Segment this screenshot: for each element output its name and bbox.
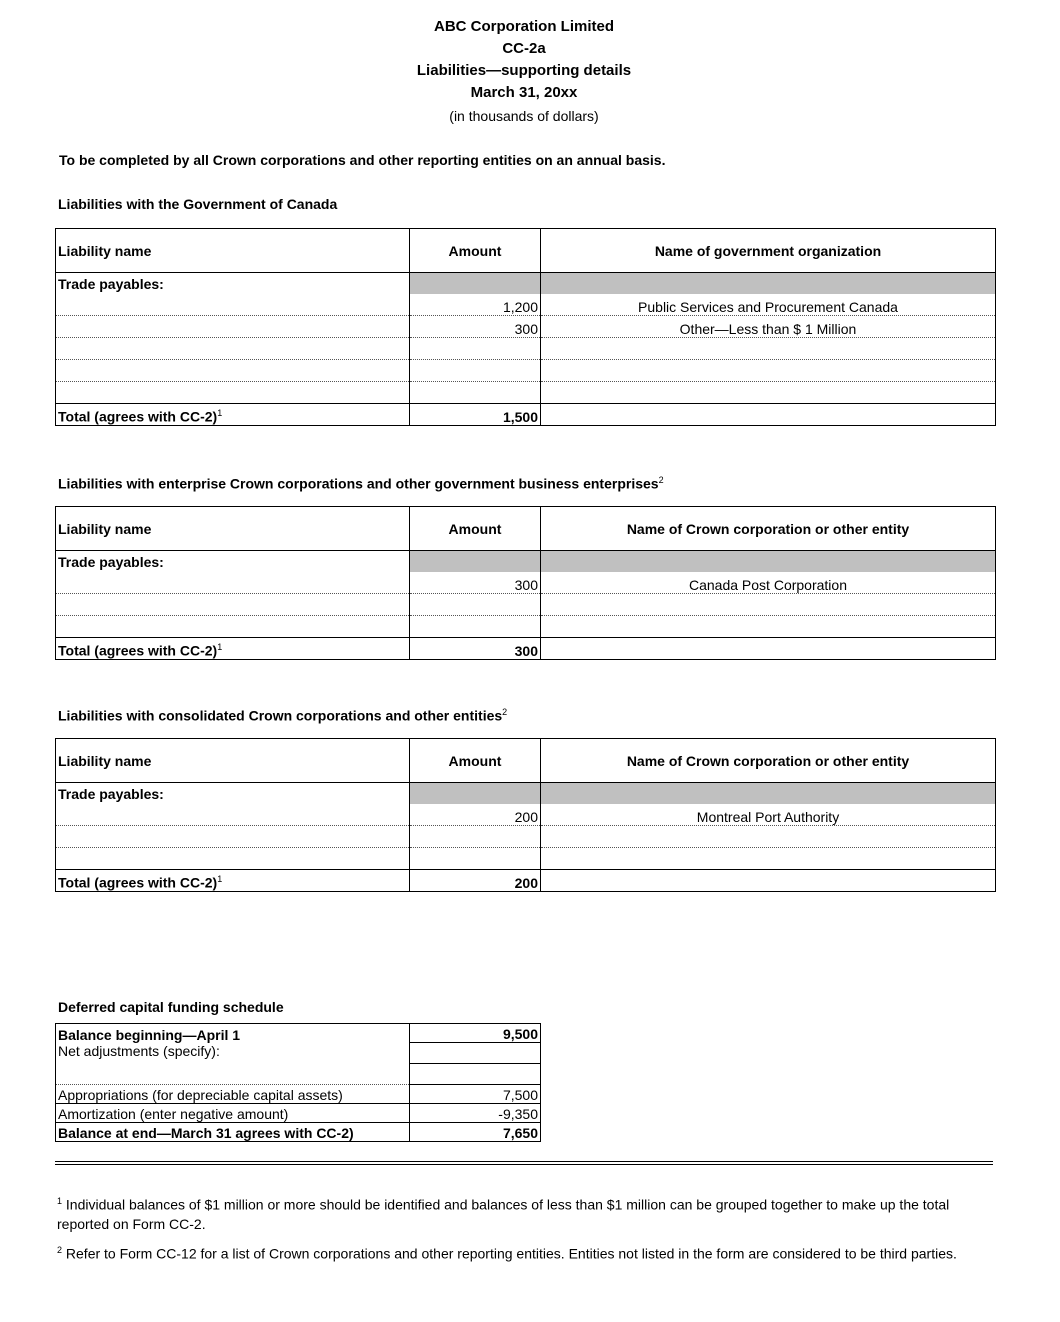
table-row bbox=[56, 360, 996, 382]
liability-name-cell[interactable] bbox=[56, 804, 410, 826]
table-consolidated bbox=[55, 738, 996, 892]
appropriations-label: Appropriations (for depreciable capital assets) bbox=[56, 1085, 410, 1104]
footnote-divider bbox=[55, 1161, 993, 1162]
amount-cell[interactable]: 200 bbox=[410, 804, 541, 826]
amount-cell[interactable] bbox=[410, 826, 541, 848]
shaded-cell bbox=[410, 783, 541, 805]
col-header-entity: Name of Crown corporation or other entity bbox=[541, 739, 996, 783]
balance-end-amount[interactable]: 7,650 bbox=[410, 1123, 541, 1142]
table-enterprise bbox=[55, 506, 996, 660]
balance-end-label: Balance at end—March 31 agrees with CC-2) bbox=[56, 1123, 410, 1142]
deferred-capital-table bbox=[55, 1023, 541, 1142]
total-empty-cell bbox=[541, 638, 996, 660]
net-adjustments-amount[interactable] bbox=[410, 1043, 541, 1064]
liability-name-cell[interactable] bbox=[56, 338, 410, 360]
liability-name-cell[interactable] bbox=[56, 360, 410, 382]
category-label: Trade payables: bbox=[56, 551, 410, 573]
liability-name-cell[interactable] bbox=[56, 616, 410, 638]
liability-name-cell[interactable] bbox=[56, 826, 410, 848]
footnote-1: $^1$ Individual balances of $1 million or more should be identified and balances of less than $1 million can be grouped together to make up the total reported on Form CC-2. bbox=[57, 1196, 950, 1232]
liability-name-cell[interactable] bbox=[56, 316, 410, 338]
amount-cell[interactable] bbox=[410, 338, 541, 360]
col-header-amount: Amount bbox=[410, 507, 541, 551]
table-row bbox=[56, 848, 996, 870]
entity-cell[interactable]: Canada Post Corporation bbox=[541, 572, 996, 594]
entity-cell[interactable] bbox=[541, 848, 996, 870]
liability-name-cell[interactable] bbox=[56, 594, 410, 616]
col-header-liability-name: Liability name bbox=[56, 507, 410, 551]
col-header-organization: Name of government organization bbox=[541, 229, 996, 273]
col-header-amount: Amount bbox=[410, 739, 541, 783]
total-label: Total (agrees with CC-2)$^1$ bbox=[56, 870, 410, 892]
amount-cell[interactable]: 300 bbox=[410, 572, 541, 594]
amount-cell[interactable] bbox=[410, 616, 541, 638]
category-label: Trade payables: bbox=[56, 783, 410, 805]
net-adjustments-label: Net adjustments (specify): bbox=[56, 1043, 410, 1064]
organization-cell[interactable] bbox=[541, 360, 996, 382]
liability-name-cell[interactable] bbox=[56, 572, 410, 594]
amortization-label: Amortization (enter negative amount) bbox=[56, 1104, 410, 1123]
units-note: (in thousands of dollars) bbox=[449, 108, 599, 124]
footnote-2: $^2$ Refer to Form CC-12 for a list of Crown corporations and other reporting entities. Entities not listed in the form are considered to be third parties. bbox=[57, 1245, 957, 1262]
table-row bbox=[56, 804, 996, 826]
total-empty-cell bbox=[541, 404, 996, 426]
col-header-liability-name: Liability name bbox=[56, 739, 410, 783]
col-header-liability-name: Liability name bbox=[56, 229, 410, 273]
appropriations-amount[interactable]: 7,500 bbox=[410, 1085, 541, 1104]
total-amount: 200 bbox=[410, 870, 541, 892]
form-title: Liabilities—supporting details bbox=[416, 62, 632, 79]
balance-begin-amount[interactable]: 9,500 bbox=[410, 1024, 541, 1043]
liability-name-cell[interactable] bbox=[56, 848, 410, 870]
instruction: To be completed by all Crown corporations and other reporting entities on an annual basis. bbox=[59, 152, 666, 168]
entity-cell[interactable]: Montreal Port Authority bbox=[541, 804, 996, 826]
liability-name-cell[interactable] bbox=[56, 382, 410, 404]
organization-cell[interactable]: Public Services and Procurement Canada bbox=[541, 294, 996, 316]
deferred-section-title: Deferred capital funding schedule bbox=[58, 999, 284, 1015]
entity-cell[interactable] bbox=[541, 616, 996, 638]
section-title-government: Liabilities with the Government of Canada bbox=[58, 196, 338, 212]
total-label: Total (agrees with CC-2)$^1$ bbox=[56, 638, 410, 660]
table-government bbox=[55, 228, 996, 426]
table-row bbox=[56, 316, 996, 338]
amount-cell[interactable]: 1,200 bbox=[410, 294, 541, 316]
footnote-divider bbox=[55, 1164, 993, 1165]
amortization-amount[interactable]: -9,350 bbox=[410, 1104, 541, 1123]
net-adjustments-amount-2[interactable] bbox=[410, 1064, 541, 1085]
amount-cell[interactable] bbox=[410, 382, 541, 404]
table-row bbox=[56, 616, 996, 638]
table-row bbox=[56, 572, 996, 594]
entity-cell[interactable] bbox=[541, 826, 996, 848]
shaded-cell bbox=[541, 273, 996, 295]
report-date: March 31, 20xx bbox=[470, 84, 578, 101]
organization-cell[interactable]: Other—Less than $ 1 Million bbox=[541, 316, 996, 338]
total-empty-cell bbox=[541, 870, 996, 892]
entity-cell[interactable] bbox=[541, 594, 996, 616]
table-row bbox=[56, 338, 996, 360]
amount-cell[interactable] bbox=[410, 594, 541, 616]
total-amount: 300 bbox=[410, 638, 541, 660]
total-label: Total (agrees with CC-2)$^1$ bbox=[56, 404, 410, 426]
company-name: ABC Corporation Limited bbox=[434, 18, 614, 35]
table-row bbox=[56, 826, 996, 848]
amount-cell[interactable] bbox=[410, 360, 541, 382]
shaded-cell bbox=[541, 783, 996, 805]
shaded-cell bbox=[410, 273, 541, 295]
table-row bbox=[56, 594, 996, 616]
section-title-enterprise: Liabilities with enterprise Crown corporations and other government business enterprises$^2$ bbox=[58, 475, 664, 492]
shaded-cell bbox=[410, 551, 541, 573]
liability-name-cell[interactable] bbox=[56, 294, 410, 316]
total-amount: 1,500 bbox=[410, 404, 541, 426]
section-title-consolidated: Liabilities with consolidated Crown corporations and other entities$^2$ bbox=[58, 707, 508, 724]
shaded-cell bbox=[541, 551, 996, 573]
col-header-entity: Name of Crown corporation or other entity bbox=[541, 507, 996, 551]
category-label: Trade payables: bbox=[56, 273, 410, 295]
amount-cell[interactable] bbox=[410, 848, 541, 870]
organization-cell[interactable] bbox=[541, 382, 996, 404]
table-row bbox=[56, 382, 996, 404]
form-id: CC-2a bbox=[502, 40, 546, 57]
net-adjustments-line[interactable] bbox=[56, 1064, 410, 1085]
organization-cell[interactable] bbox=[541, 338, 996, 360]
table-row bbox=[56, 294, 996, 316]
col-header-amount: Amount bbox=[410, 229, 541, 273]
amount-cell[interactable]: 300 bbox=[410, 316, 541, 338]
balance-begin-label: Balance beginning—April 1 bbox=[56, 1024, 410, 1043]
